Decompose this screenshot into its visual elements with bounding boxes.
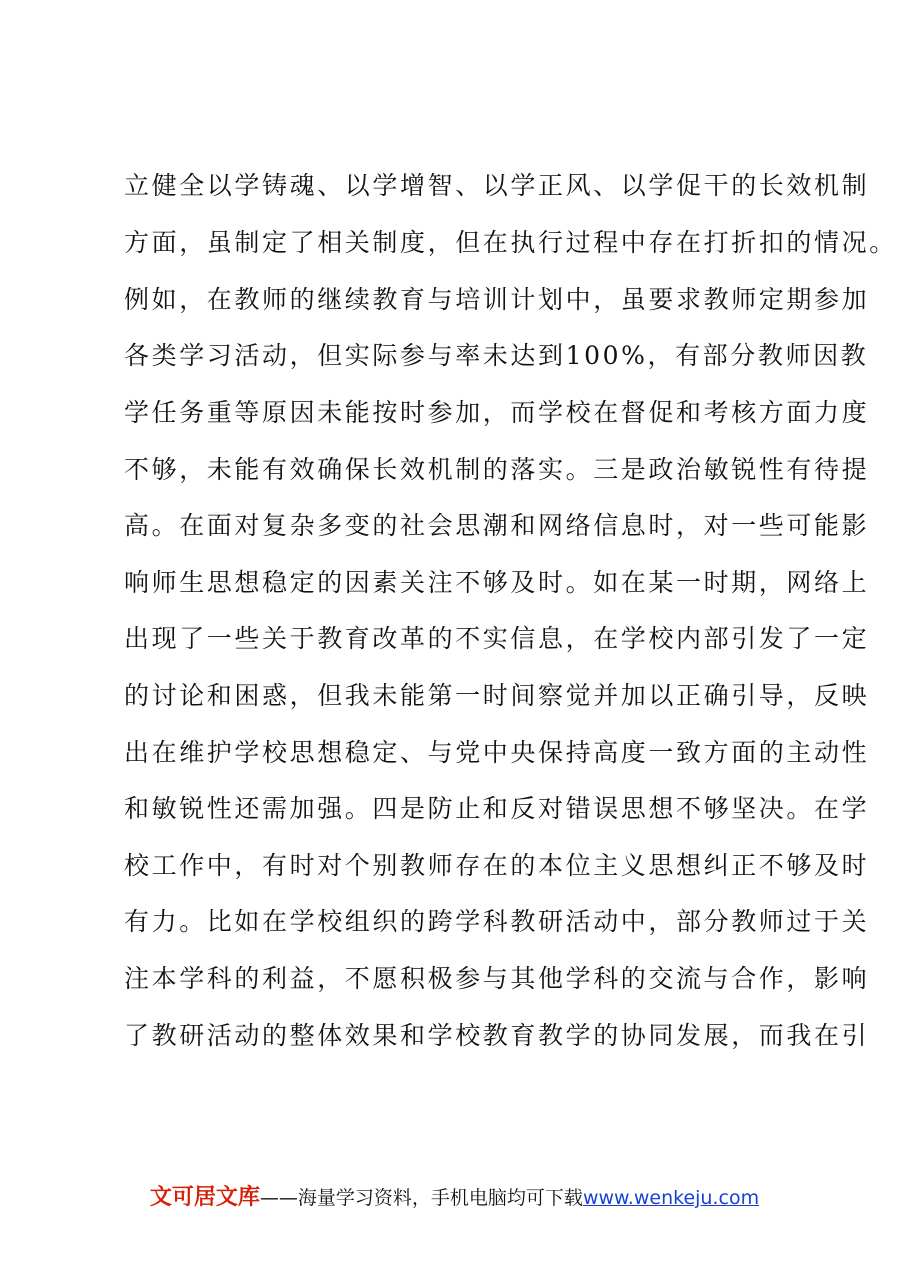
body-text-line: 各类学习活动，但实际参与率未达到100%，有部分教师因教: [124, 341, 869, 370]
body-text-line: 立健全以学铸魂、以学增智、以学正风、以学促干的长效机制: [124, 171, 870, 200]
body-text-line: 出现了一些关于教育改革的不实信息，在学校内部引发了一定: [124, 624, 870, 653]
body-text-line: 例如，在教师的继续教育与培训计划中，虽要求教师定期参加: [124, 285, 870, 314]
website-link[interactable]: www.wenkeju.com: [582, 1187, 760, 1209]
footer-tagline: ——海量学习资料，手机电脑均可下载: [259, 1187, 583, 1209]
body-text-line: 校工作中，有时对个别教师存在的本位主义思想纠正不够及时: [124, 851, 870, 880]
brand-name: 文可居文库: [149, 1185, 260, 1210]
body-text-line: 了教研活动的整体效果和学校教育教学的协同发展，而我在引: [124, 1021, 870, 1050]
body-text-line: 注本学科的利益，不愿积极参与其他学科的交流与合作，影响: [124, 964, 870, 993]
body-text-line: 高。在面对复杂多变的社会思潮和网络信息时，对一些可能影: [124, 511, 870, 540]
body-text-line: 响师生思想稳定的因素关注不够及时。如在某一时期，网络上: [124, 568, 870, 597]
footer-banner: [0, 1180, 909, 1211]
body-text-line: 学任务重等原因未能按时参加，而学校在督促和考核方面力度: [124, 398, 870, 427]
body-text-line: 有力。比如在学校组织的跨学科教研活动中，部分教师过于关: [124, 907, 870, 936]
body-text-line: 和敏锐性还需加强。四是防止和反对错误思想不够坚决。在学: [124, 794, 870, 823]
body-text-line: 出在维护学校思想稳定、与党中央保持高度一致方面的主动性: [124, 738, 870, 767]
body-text-line: 的讨论和困惑，但我未能第一时间察觉并加以正确引导，反映: [124, 681, 870, 710]
body-text-line: 方面，虽制定了相关制度，但在执行过程中存在打折扣的情况。: [124, 228, 897, 257]
body-text-line: 不够，未能有效确保长效机制的落实。三是政治敏锐性有待提: [124, 455, 870, 484]
